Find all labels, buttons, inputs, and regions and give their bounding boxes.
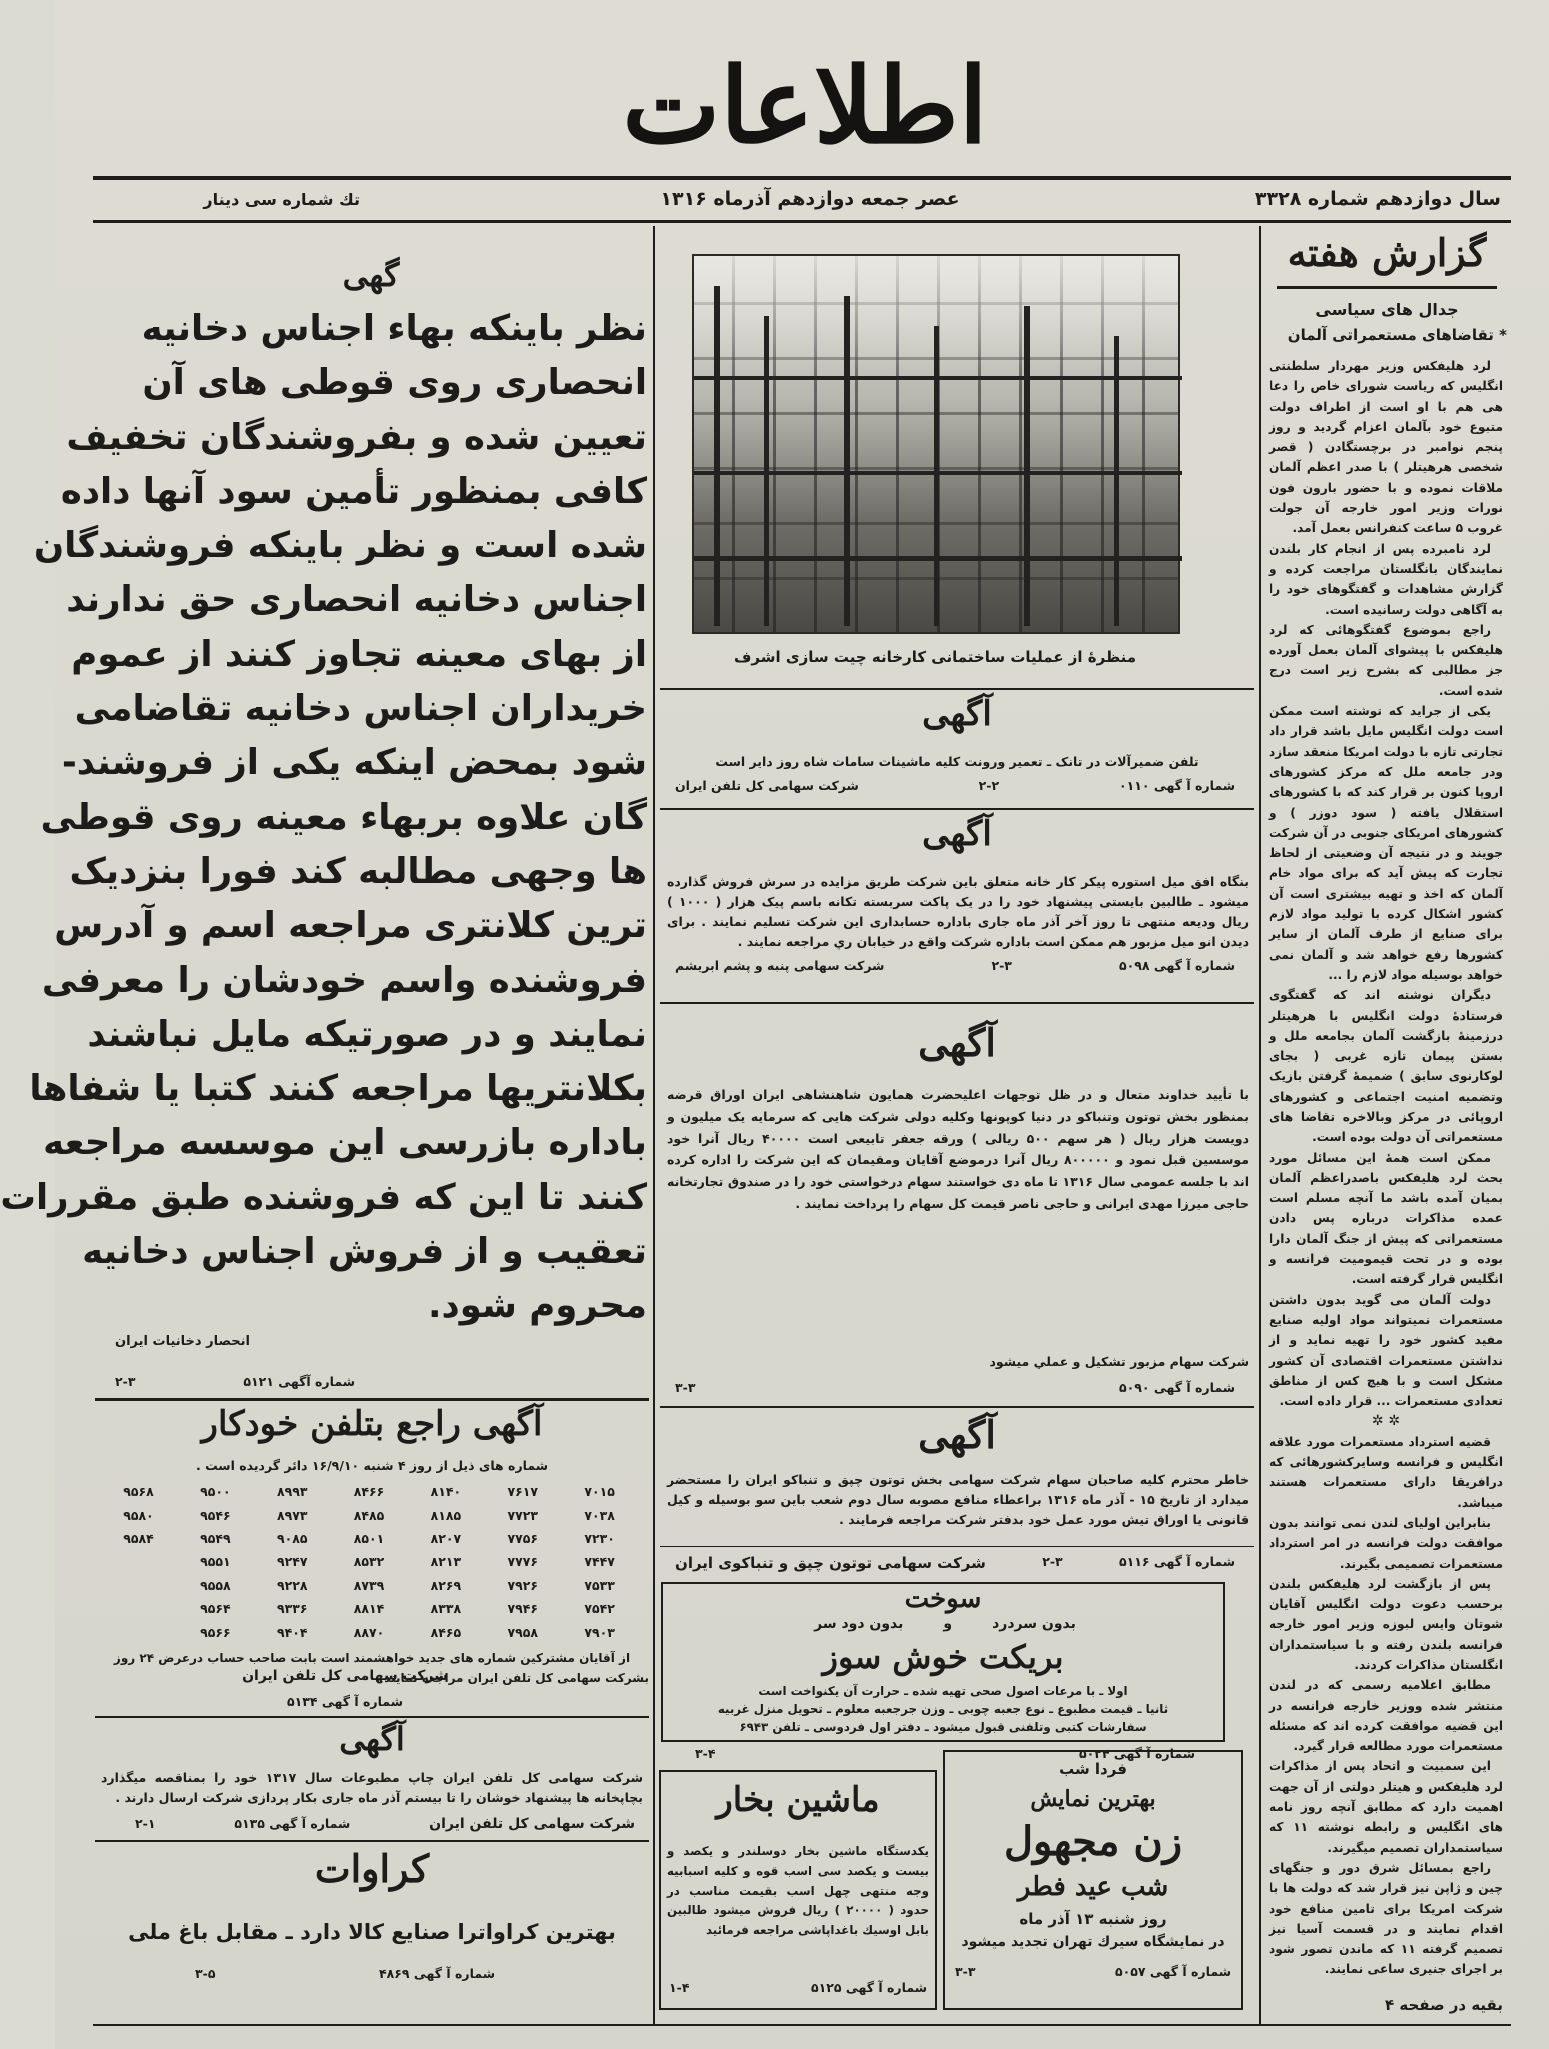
report-paragraph: قضیه استرداد مستعمرات مورد علاقه انگلیس و فرانسه وسایرکشورهائی که درافریقا دارای مستعمرات هستند میباشد.: [1269, 1434, 1503, 1510]
phone-number-cell: ۹۴۰۴: [276, 1624, 308, 1640]
column-divider-left: [653, 226, 655, 2026]
phone-number-cell: ۸۱۸۵: [430, 1507, 462, 1523]
tobacco-notice-line: بکلانتریها مراجعه کنند کتبا یا شفاها: [29, 1068, 647, 1110]
tie-ad-footer: [195, 1964, 495, 1984]
ad-oil-footer: [675, 956, 1235, 978]
phone-notice-footer2: بشرکت سهامی کل تلفن ایران مراجعه نمایند .: [375, 1671, 649, 1685]
tobacco-notice-line: گان علاوه بربهاء معینه روی قوطی: [40, 796, 647, 838]
ad-capital-footer: [675, 1378, 1235, 1400]
phone-number-cell: ۹۵۸۴: [123, 1530, 154, 1546]
report-paragraph: دولت آلمان می گوید بدون داشتن مستعمرات نمیتواند مواد اولیه صنایع مفید کشور خود را تهیه نماید و از نداشتن مستعمرات اقتصادی آن کشور مشکل است و با هیچ کس از مناطق تعدادی مستعمرات ... قرار داده است.: [1269, 1292, 1503, 1409]
phone-number-cell: [100, 1574, 177, 1597]
ad-capital-number: شماره آ گهی ۵۰۹۰: [1119, 1380, 1235, 1395]
left-rule: [95, 1840, 649, 1842]
report-paragraph: ممکن است همۀ این مسائل مورد بحث لرد هلیفکس باصدراعظم آلمان بمیان آمده باشد ما آنچه مسلم است عمده مذاکرات درباره پس دادن مستعمراتی که پیش از جنگ آلمان دارا بوده و در تحت قیمومیت فرانسه و انگلیس قرار گرفته است.: [1269, 1150, 1503, 1287]
phone-table-row: [100, 1574, 638, 1597]
issue-date: عصر جمعه دوازدهم آذرماه ۱۳۱۶: [660, 188, 960, 210]
issue-number: سال دوازدهم شماره ۳۳۲۸: [1254, 188, 1501, 210]
ad-briquette-line2: ثانیا ـ قیمت مطبوع ـ نوع جعبه چوبی ـ وزن جرجعبه معلوم ـ تحویل منزل غربیه: [717, 1702, 1169, 1716]
ad-theater-line4: در نمايشگاه سيرك تهران تجديد ميشود: [961, 1934, 1225, 1950]
ad-oil-number: شماره آ گهی ۵۰۹۸: [1119, 958, 1235, 973]
tobacco-notice-line: انحصاری روی قوطی های آن: [142, 362, 647, 404]
ad-briquette-line1: اولا ـ با مرعات اصول صحی تهیه شده ـ حرارت آن یکنواخت است: [758, 1684, 1128, 1698]
tobacco-notice-signer: انحصار دخانیات ایران: [115, 1334, 250, 1349]
tobacco-notice-line: کافی بمنظور تأمین سود آنها داده: [60, 470, 647, 512]
print-notice-footer: [135, 1814, 635, 1836]
phone-number-cell: ۹۵۴۶: [200, 1507, 231, 1523]
tie-ad-title: کراوات: [314, 1846, 430, 1891]
weekly-report-title: گزارش هفته: [1287, 230, 1487, 275]
report-paragraph: بنابراین اولیای لندن نمی توانند بدون موافقت دولت فرانسه در امر استرداد مستعمرات تصمیمی بگیرند.: [1269, 1515, 1503, 1571]
ad-theater-line3: روز شنبه ۱۳ آذر ماه: [1019, 1910, 1167, 1928]
tobacco-notice-line: محروم شود.: [428, 1285, 647, 1327]
phone-table-row: [100, 1527, 638, 1550]
ad-phones-footer: [675, 776, 1235, 798]
ad-capital-title: آگهی: [918, 1020, 996, 1065]
ad-theater-line1: بهترين نمايش: [1030, 1786, 1156, 1812]
column-divider-right: [1259, 226, 1261, 2026]
print-notice-signer: شرکت سهامی کل تلفن ایران: [429, 1816, 635, 1832]
left-rule: [95, 1716, 649, 1718]
phone-number-cell: [100, 1550, 177, 1573]
phone-number-cell: ۹۵۶۶: [200, 1624, 231, 1640]
ad-phones-code: ۲-۲: [978, 778, 1000, 793]
phone-number-cell: ۸۲۰۷: [430, 1530, 462, 1546]
middle-rule-thin: [660, 1546, 1254, 1547]
ad-steam-footer: [669, 1978, 927, 1998]
report-paragraph: پس از بازگشت لرد هلیفکس بلندن برحسب دعوت دولت انگلیس آقایان شوتان وایس لبوزه وزیر امور خارجه فرانسه بلندن رفته و با سیاستمداران انگلستان مذاکرات کردند.: [1269, 1576, 1503, 1672]
photo-scaffold-beam: [844, 296, 850, 626]
tobacco-notice-line: شود بمحض اینکه یکی از فروشند-: [61, 742, 647, 784]
ad-steam-text: يکدستگاه ماشين بخار دوسلندر و يکصد و بيست و يکصد سی اسب قوه و کليه اسبابيه وجه منتهی چهل اسب بقيمت مناسب در حدود ( ۲۰۰۰۰ ) ريال فروش ميشود طالبين بابل اوسيك باغداپاشی مراجعه فرمائيد: [667, 1844, 930, 1938]
ad-theater-code: ۳-۳: [955, 1964, 976, 1979]
ad-shareholders-signer: شرکت سهامی توتون چپق و تنباکوی ايران: [675, 1554, 986, 1572]
tobacco-notice-line: شده است و نظر باینکه فروشندگان: [33, 525, 647, 567]
report-paragraph: راجع بموضوع گفتگوهائی که لرد هلیفکس با پیشوای آلمان بعمل آورده جز مطالبی که بشرح زیر است درج شده است.: [1269, 622, 1503, 698]
phone-number-cell: ۷۹۲۶: [507, 1577, 538, 1593]
ad-briquette-number: شماره آ گهی ۵۰۲۴: [1079, 1746, 1195, 1761]
phone-number-cell: ۷۷۵۶: [507, 1530, 538, 1546]
phone-number-cell: [100, 1620, 177, 1643]
phone-number-cell: ۷۲۳۰: [584, 1530, 615, 1546]
report-paragraph: دیگران نوشته اند که گفتگوی فرستادۀ دولت انگلیس با هرهیتلر درزمینۀ بازگشت آلمان بجامعه ملل و بستن پیمان تازه غربی ( بجای لوکارنوی سابق ) ضمیمۀ گرفتن بازیک وتضمیه امنیت اجتماعی و کشورهای اروپائی در مرکز وبالاخره تقاضا های مستعمراتی آن دولت بوده است.: [1269, 988, 1503, 1145]
ad-shareholders-text: خاطر محترم کليه صاحبان سهام شرکت سهامی بخش توتون چپق و تنباکو ايران را مستحضر میدارد از تاريخ ۱۵ - آذر ماه ۱۳۱۶ براعطاء منافع مصوبه سال دوم شعب باين سو بوسيله و کیل قانونی یا اوراق تیش مورد عمل خود بدفتر شرکت مراجعه فرمایند .: [667, 1472, 1250, 1527]
middle-rule: [660, 808, 1254, 810]
ad-briquette-title: سوخت: [904, 1584, 982, 1614]
tobacco-notice-line: باداره بازرسی این موسسه مراجعه: [43, 1122, 647, 1164]
left-rule: [95, 1398, 649, 1401]
phone-number-cell: ۸۲۶۹: [430, 1577, 462, 1593]
report-paragraph: لرد هلیفکس وزیر مهردار سلطنتی انگلیس که ریاست شورای خاص را دعا هی هم با او است از اطراف دولت متبوع خود بآلمان اعزام گردید و روز پنجم نوامبر در برچستگادن ( قصر شخصی هرهیتلر ) با صدر اعظم آلمان ملاقات نموده و با حضور بارون فون نورات وزیر امور خارجه آن جولت غروب ۵ ساعت کنفرانس بعمل آمد.: [1269, 359, 1503, 536]
report-title-rule: [1277, 286, 1497, 289]
report-continued-note: بقیه در صفحه ۴: [1384, 1996, 1503, 2014]
ad-phones-text: تلفن ضمیرآلات در تانک ـ تعمیر ورونت کلیه ماشینات سامات شاه روز دایر است: [715, 754, 1199, 769]
middle-rule: [660, 688, 1254, 690]
tobacco-notice-line: خریداران اجناس دخانیه تقاضامی: [74, 688, 647, 730]
tobacco-notice-line: فروشنده واسم خودشان را معرفی: [41, 959, 647, 1001]
photo-scaffold-beam: [1024, 306, 1030, 626]
phone-number-cell: ۹۵۴۹: [200, 1530, 231, 1546]
phone-table-row: [100, 1503, 638, 1526]
report-paragraph: لرد نامبرده پس از انجام کار بلندن نمایندگان بانگلستان مراجعت کرده و گزارش مشاهدات و گفتگوهای خود را به آگاهی دولت رسانیده است.: [1269, 541, 1503, 617]
phone-table-row: [100, 1620, 638, 1643]
phone-number-cell: ۹۳۳۶: [276, 1601, 308, 1617]
phone-number-cell: ۸۹۷۳: [276, 1507, 308, 1523]
phone-number-cell: ۹۰۸۵: [276, 1530, 308, 1546]
tobacco-notice-number: شماره آگهی ۵۱۲۱: [243, 1374, 355, 1389]
factory-construction-photo: [692, 254, 1180, 634]
ad-shareholders-footer: [675, 1554, 1235, 1578]
ad-shareholders-code: ۲-۳: [1042, 1554, 1063, 1569]
phone-number-cell: ۸۷۳۹: [353, 1577, 385, 1593]
ad-briquette-code: ۳-۴: [695, 1746, 716, 1761]
ad-briquette-sub2: و: [943, 1616, 953, 1632]
tobacco-notice-line: ها وجهی مطالبه کند فورا بنزدیک: [69, 850, 647, 892]
ad-capital-code: ۳-۳: [675, 1380, 696, 1395]
ad-oil-title: آگهی: [922, 814, 992, 854]
phone-number-cell: ۸۸۱۴: [353, 1601, 385, 1617]
phone-number-cell: [100, 1597, 177, 1620]
top-rule: [93, 176, 1511, 180]
report-paragraph: یکی از جراید که توشته است ممکن است دولت انگلیس مایل باشد قرار داد تجارتی تازه با دولت امریکا منعقد سازد ودر جامعه ملل که مرکز کشورهای اروپا کنون بر قرار کند که با کشورهای استقلال یافته ( سود دوزر ) و کشورهای امریکای جنوبی در آن شرکت جویند و در نتیجه آن وضعیتی از لحاظ تجارت که پیش آید که برای مواد خام آلمان که اخذ و تهیه بیشتری است آن کشور اشکال کرده با تولید مواد لازم برای صنایع از طرف آلمان از سایر کشورها رفع خواهد شد و آلمان نمی خواهد بوسیله مواد لازم را ...: [1269, 704, 1503, 982]
phone-number-cell: ۹۵۶۸: [123, 1484, 154, 1500]
phone-notice-footer1: از آقایان مشترکین شماره های جدید خواهشمند است بابت صاحب حساب درعرض ۲۴ روز: [113, 1651, 631, 1665]
ad-steam-code: ۱-۴: [669, 1980, 690, 1995]
phone-notice-number: شماره آ گهی ۵۱۳۴: [287, 1694, 403, 1709]
report-paragraph: راجع بمسائل شرق دور و جنگهای چین و ژاپن نیز قرار شد که دولت ها با شرکت امریکا برای تامین منافع خود اقدام نمایند و در قسمت آسیا نیز تصمیم گرفته ۱۱ که ماندن تصور شود بر اجرای جنیری ساعی نمایند.: [1269, 1860, 1503, 1977]
print-notice-text: شرکت سهامی کل تلفن ایران چاپ مطبوعات سال ۱۳۱۷ خود را بمناقصه میگذارد بچاپخانه ها پیشنهاد خوشان را تا بیستم آذر ماه جاری بکار پردازی شرکت ارسال دارند .: [101, 1770, 643, 1805]
phone-number-cell: ۸۴۶۵: [430, 1624, 462, 1640]
photo-scaffold-beam: [694, 376, 1182, 380]
middle-rule: [660, 1406, 1254, 1408]
ad-capital-note: شرکت سهام مزبور تشکيل و عملي ميشود: [989, 1354, 1249, 1369]
tobacco-notice-code: ۲-۳: [115, 1374, 136, 1389]
tobacco-notice-body: [0, 302, 647, 1338]
ad-briquette-line3: سفارشات کتبی وتلفنی قبول میشود ـ دفتر اول فردوسی ـ تلفن ۶۹۴۳: [739, 1720, 1147, 1734]
phone-number-cell: ۸۳۳۸: [430, 1601, 462, 1617]
ad-steam-title: ماشين بخار: [716, 1780, 880, 1820]
ad-briquette-sub3: بدون دود سر: [814, 1616, 904, 1632]
masthead-title: اطلاعات: [622, 43, 988, 167]
ad-shareholders-number: شماره آ گهی ۵۱۱۶: [1119, 1554, 1235, 1569]
phone-number-cell: ۹۵۶۴: [200, 1601, 231, 1617]
phone-number-cell: ۸۲۱۳: [430, 1554, 462, 1570]
phone-table-row: [100, 1550, 638, 1573]
ad-briquette-sub1: بدون سردرد: [992, 1616, 1076, 1632]
tie-ad-code: ۳-۵: [195, 1966, 216, 1981]
phone-notice-title: آگهی راجع بتلفن خودکار: [201, 1404, 543, 1444]
phone-number-cell: ۷۵۳۳: [584, 1577, 615, 1593]
phone-number-cell: ۷۹۰۳: [584, 1624, 615, 1640]
tobacco-notice-line: ترین کلانتری مراجعه اسم و آدرس: [54, 905, 647, 947]
phone-number-cell: ۹۵۵۱: [200, 1554, 231, 1570]
ad-oil-text: بنگاه افق ميل استوره پيکر کار خانه متعلق باين شرکت طريق مزايده در سرش فروش گذارده ميشود ـ طالبين بايستی پيشنهاد خود را در يک پاکت سربسته تکانه باسم پيک هزار ( ۱۰۰۰ ) ريال وديعه منتهی تا روز آخر آذر ماه جاری باداره حسابداری اين شرکت تسليم نمايند . برای ديدن انو ميل مزبور هم ممکن است باداره شرکت واقع در خيابان ري مراجعه نمايند .: [667, 874, 1249, 949]
report-separator-stars: ✲ ✲: [1371, 1413, 1401, 1430]
phone-number-cell: ۸۵۰۱: [353, 1530, 385, 1546]
ad-briquette-brand: بریکت خوش سوز: [822, 1638, 1064, 1676]
tie-ad-number: شماره آ گهی ۴۸۶۹: [379, 1966, 495, 1981]
phone-number-cell: ۹۲۴۷: [276, 1554, 308, 1570]
phone-number-cell: ۷۹۵۸: [507, 1624, 538, 1640]
ad-briquette-subtitle: [695, 1616, 1195, 1638]
middle-rule: [660, 1002, 1254, 1004]
tie-ad-text: بهترین کراواترا صنایع کالا دارد ـ مقابل باغ ملی: [128, 1920, 616, 1944]
photo-scaffold-beam: [694, 471, 1182, 475]
phone-notice-signer: شرکت سهامی کل تلفن ایران: [242, 1668, 448, 1684]
phone-number-cell: ۸۴۶۶: [353, 1484, 385, 1500]
phone-number-cell: ۹۵۸۰: [123, 1507, 154, 1523]
ad-phones-number: شماره آ گهی ۰۱۱۰: [1119, 778, 1235, 793]
ad-theater-footer: [955, 1962, 1231, 1982]
tobacco-notice-title: گهی: [342, 256, 400, 294]
issue-price: تك شماره سی دینار: [203, 189, 360, 209]
print-notice-number: شماره آ گهی ۵۱۳۵: [234, 1816, 351, 1831]
print-notice-code: ۲-۱: [135, 1816, 156, 1831]
photo-scaffold-beam: [714, 286, 720, 626]
ad-theater-line2: شب عيد فطر: [1017, 1872, 1169, 1902]
photo-scaffold-beam: [934, 326, 939, 626]
tobacco-notice-line: تعیین شده و بفروشندگان تخفیف: [66, 416, 647, 458]
phone-number-cell: ۷۵۴۲: [584, 1601, 615, 1617]
phone-notice-intro: شماره های ذیل از روز ۴ شنبه ۱۶/۹/۱۰ دائر گردیده است .: [195, 1458, 549, 1473]
tobacco-notice-line: نظر باینکه بهاء اجناس دخانیه: [141, 308, 647, 349]
ad-theater-top: فردا شب: [1059, 1760, 1127, 1778]
phone-number-cell: ۸۵۳۲: [353, 1554, 385, 1570]
phone-table-row: [100, 1480, 638, 1503]
report-paragraph: این سمبیت و اتحاد پس از مذاکرات لرد هلیفکس و هیتلر دولتی از آن جهت اهمیت دارد که مطابق آنچه روز نامه های انگلیس و رابطه نوشته ۱۱ که سیاستمداران تصمیم میگیرند.: [1269, 1759, 1503, 1855]
photo-caption: منظرۀ از عملیات ساختمانی کارخانه چیت سازی اشرف: [734, 648, 1136, 666]
tobacco-notice-line: نمایند و در صورتیکه مایل نباشند: [87, 1013, 647, 1055]
ad-oil-signer: شرکت سهامی پنبه و پشم ابريشم: [675, 958, 885, 973]
phone-number-cell: ۷۰۳۸: [584, 1507, 615, 1523]
ad-shareholders-title: آگهی: [918, 1412, 996, 1457]
report-section-heading: جدال های سیاسی: [1315, 300, 1459, 319]
phone-number-cell: ۷۶۱۷: [507, 1484, 538, 1500]
tobacco-notice-line: کنند تا این که فروشنده طبق مقررات: [0, 1176, 647, 1218]
ad-phones-signer: شرکت سهامی کل تلفن ایران: [675, 778, 859, 793]
weekly-report-body: [1269, 356, 1503, 1991]
phone-number-cell: ۷۹۴۶: [507, 1601, 538, 1617]
tobacco-notice-line: اجناس دخانیه انحصاری حق ندارند: [66, 579, 647, 621]
tobacco-notice-line: تعقیب و از فروش اجناس دخانیه: [82, 1231, 647, 1273]
ad-theater-number: شماره آ گهی ۵۰۵۷: [1115, 1964, 1231, 1979]
phone-table-row: [100, 1597, 638, 1620]
phone-number-cell: ۷۷۲۳: [507, 1507, 538, 1523]
tobacco-notice-line: از بهای معینه تجاوز کنند از عموم: [71, 633, 647, 675]
photo-scaffold-beam: [694, 556, 1182, 561]
ad-theater-title: زن مجهول: [1003, 1818, 1183, 1865]
report-subsection-heading: * تقاضاهای مستعمراتی آلمان: [1287, 326, 1507, 344]
phone-number-cell: ۷۴۴۷: [584, 1554, 615, 1570]
phone-number-cell: ۹۵۵۸: [200, 1577, 231, 1593]
phone-number-cell: ۹۵۰۰: [200, 1484, 231, 1500]
ad-capital-text: با تأييد خداوند متعال و در ظل توجهات اعليحضرت همايون شاهنشاهی ايران اوراق قرضه بمنظور بخش توتون وتنباکو در دنيا کوپونها وکليه دولی شرکت هايی که سرمايه يک ميليون و دويست هزار ريال ( هر سهم ۵۰۰ ريالی ) ورقه جعفر تابيعی است ۴۰۰۰۰ ريال آنرا خود موسسين قبل نمود و ۸۰۰۰۰۰ ريال آنرا درموضع آقایان ومقیمان که اين شرکت را اداره کرده اند با جلسه عمومی سال ۱۳۱۶ تا ماه دی خواستند سهام درخواستی خود را در صندوق تجارتخانه حاجی ميرزا مهدی ايرانی و حاجی ناصر قيمت کل سهام را پرداخت نمايند .: [667, 1087, 1249, 1211]
bottom-rule: [93, 2024, 1511, 2026]
ad-phones-title: آگهی: [922, 694, 992, 734]
phone-number-cell: ۸۸۷۰: [353, 1624, 385, 1640]
print-notice-title: آگهی: [339, 1720, 405, 1758]
phone-numbers-table: [100, 1480, 638, 1644]
phone-number-cell: ۷۰۱۵: [584, 1484, 615, 1500]
phone-number-cell: ۸۹۹۳: [276, 1484, 308, 1500]
ad-steam-number: شماره آ گهی ۵۱۲۵: [811, 1980, 927, 1995]
phone-number-cell: ۸۴۸۵: [353, 1507, 385, 1523]
tobacco-notice-footer: [115, 1372, 355, 1392]
phone-number-cell: ۹۲۲۸: [276, 1577, 308, 1593]
phone-number-cell: ۷۷۷۶: [507, 1554, 538, 1570]
report-paragraph: مطابق اعلامیه رسمی که در لندن منتشر شده ووزیر خارجه فرانسه در این قضیه موافقت کرده اند که مسئله مستعمرات مورد مطالعه قرار گیرد.: [1269, 1678, 1503, 1754]
dateline-rule: [93, 220, 1511, 223]
phone-number-cell: ۸۱۴۰: [430, 1484, 462, 1500]
ad-oil-code: ۲-۳: [991, 958, 1012, 973]
